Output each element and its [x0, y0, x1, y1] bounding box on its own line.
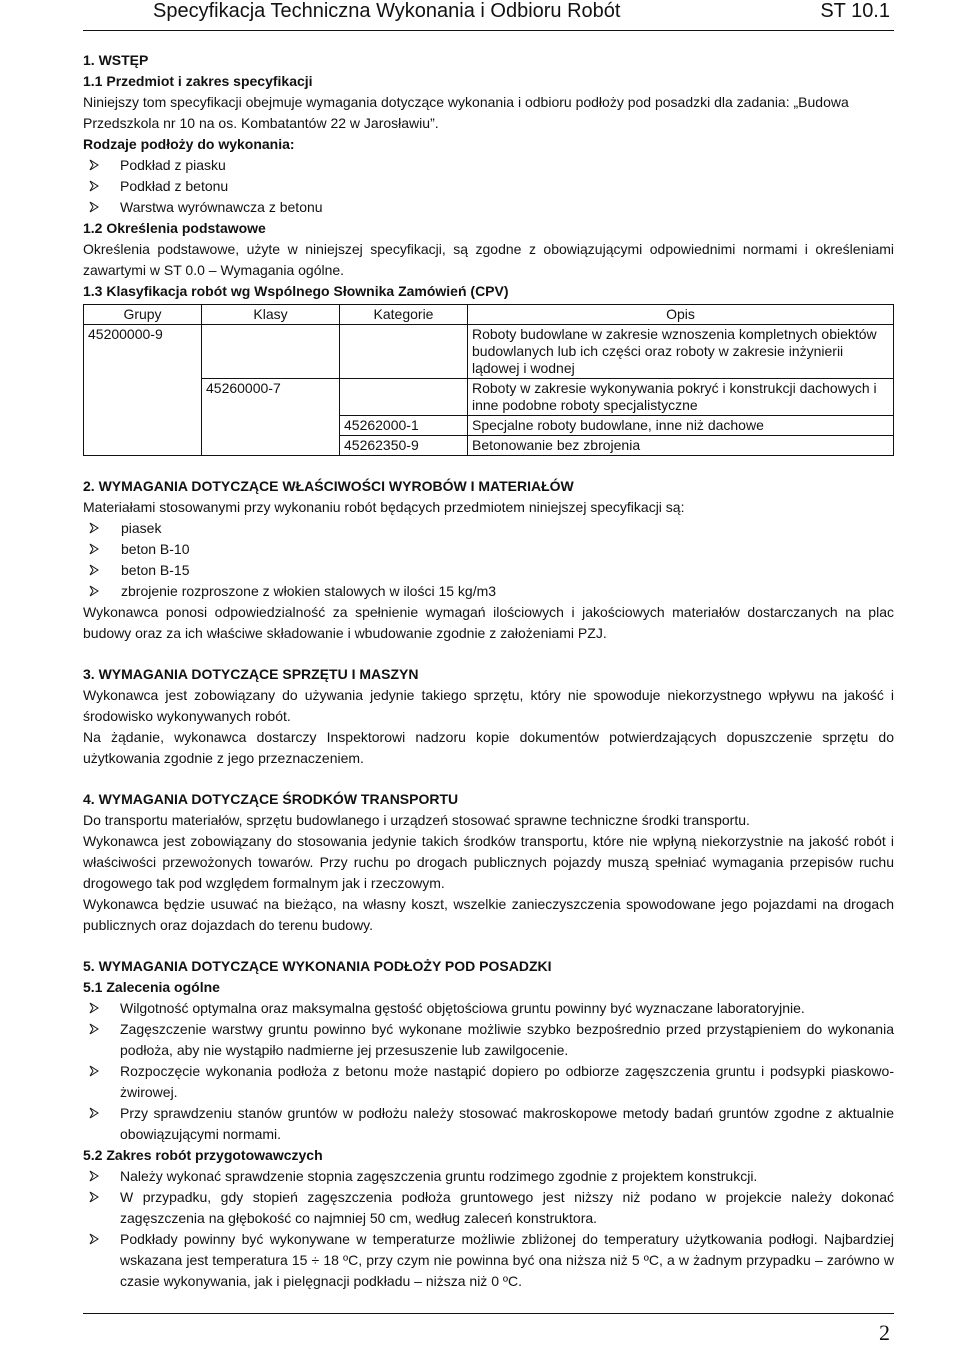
footer-divider	[83, 1313, 894, 1314]
table-cell: Roboty budowlane w zakresie wznoszenia kompletnych obiektów budowlanych lub ich części oraz roboty w zakresie inżynierii lądowej i wodnej	[468, 325, 894, 379]
table-cell: Specjalne roboty budowlane, inne niż dachowe	[468, 416, 894, 436]
document-body	[83, 50, 894, 1292]
section-1-2-heading: 1.2 Określenia podstawowe	[83, 220, 266, 236]
section-4-paragraph: Wykonawca będzie usuwać na bieżąco, na własny koszt, wszelkie zanieczyszczenia spowodowane jego pojazdami na drogach publicznych oraz dojazdach do terenu budowy.	[83, 896, 894, 933]
table-cell: Roboty w zakresie wykonywania pokryć i konstrukcji dachowych i inne podobne roboty specjalistyczne	[468, 379, 894, 416]
section-3-paragraph: Na żądanie, wykonawca dostarczy Inspektorowi nadzoru kopie dokumentów potwierdzających dopuszczenie sprzętu do użytkowania zgodnie z jego przeznaczeniem.	[83, 729, 894, 766]
table-cell: 45260000-7	[202, 379, 340, 416]
arrow-bullet-icon	[89, 159, 99, 171]
table-cell	[340, 379, 468, 416]
section-2-intro: Materiałami stosowanymi przy wykonaniu robót będących przedmiotem niniejszej specyfikacji są:	[83, 499, 685, 515]
list-item: Przy sprawdzeniu stanów gruntów w podłożu należy stosować makroskopowe metody badań gruntów zgodne z aktualnie obowiązującymi normami.	[83, 1103, 894, 1145]
arrow-bullet-icon	[89, 1023, 99, 1035]
list-item: Podkład z betonu	[83, 176, 894, 197]
section-5-1-heading: 5.1 Zalecenia ogólne	[83, 979, 220, 995]
materials-list	[83, 518, 894, 602]
arrow-bullet-icon	[89, 1107, 99, 1119]
page-number: 2	[879, 1320, 890, 1345]
table-cell	[202, 416, 340, 436]
arrow-bullet-icon	[89, 201, 99, 213]
table-cell	[84, 416, 202, 436]
table-cell: 45200000-9	[84, 325, 202, 379]
cpv-table	[83, 304, 894, 456]
list-item: Podkład z piasku	[83, 155, 894, 176]
section-2-heading: 2. WYMAGANIA DOTYCZĄCE WŁAŚCIWOŚCI WYROBÓW I MATERIAŁÓW	[83, 478, 574, 494]
table-cell: Betonowanie bez zbrojenia	[468, 436, 894, 456]
section-4-paragraph: Wykonawca jest zobowiązany do stosowania jedynie takich środków transportu, które nie wpłyną niekorzystnie na jakość robót i właściwości przewożonych towarów. Przy ruchu po drogach publicznych pojazdy muszą spełniać wymagania przepisów ruchu drogowego tak pod względem formalnym jak i rzeczowym.	[83, 833, 894, 891]
arrow-bullet-icon	[89, 564, 99, 576]
arrow-bullet-icon	[89, 543, 99, 555]
table-row	[84, 416, 894, 436]
arrow-bullet-icon	[89, 585, 99, 597]
arrow-bullet-icon	[89, 1065, 99, 1077]
list-item: Zagęszczenie warstwy gruntu powinno być wykonane możliwie szybko bezpośrednio przed przystąpieniem do wykonania podłoża, aby nie wystąpiło nadmierne jej przesuszenie lub zawilgocenie.	[83, 1019, 894, 1061]
list-item: Wilgotność optymalna oraz maksymalna gęstość objętościowa gruntu powinny być wyznaczane laboratoryjnie.	[83, 998, 894, 1019]
section-1-1-text: Niniejszy tom specyfikacji obejmuje wymagania dotyczące wykonania i odbioru podłoży pod posadzki dla zadania: „Budowa Przedszkola nr 10 na os. Kombatantów 22 w Jarosławiu”.	[83, 94, 849, 131]
arrow-bullet-icon	[89, 1191, 99, 1203]
list-item: W przypadku, gdy stopień zagęszczenia podłoża gruntowego jest niższy niż podano w projekcie należy dokonać zagęszczenia na głębokość co najmniej 50 cm, według zaleceń konstruktora.	[83, 1187, 894, 1229]
list-item: Rozpoczęcie wykonania podłoża z betonu może nastąpić dopiero po odbiorze zagęszczenia gruntu i podsypki piaskowo-żwirowej.	[83, 1061, 894, 1103]
arrow-bullet-icon	[89, 1233, 99, 1245]
preparatory-works-list	[83, 1166, 894, 1292]
table-row	[84, 325, 894, 379]
table-cell: 45262000-1	[340, 416, 468, 436]
table-cell	[84, 436, 202, 456]
table-row	[84, 436, 894, 456]
arrow-bullet-icon	[89, 522, 99, 534]
section-4-heading: 4. WYMAGANIA DOTYCZĄCE ŚRODKÓW TRANSPORTU	[83, 791, 459, 807]
types-list	[83, 155, 894, 218]
table-cell	[84, 379, 202, 416]
list-item: Warstwa wyrównawcza z betonu	[83, 197, 894, 218]
section-3-heading: 3. WYMAGANIA DOTYCZĄCE SPRZĘTU I MASZYN	[83, 666, 419, 682]
column-header: Opis	[468, 305, 894, 325]
section-2-text: Wykonawca ponosi odpowiedzialność za spełnienie wymagań ilościowych i jakościowych materiałów dostarczanych na plac budowy oraz za ich właściwe składowanie i wbudowanie zgodnie z założeniami PZJ.	[83, 604, 894, 641]
section-1-1-heading: 1.1 Przedmiot i zakres specyfikacji	[83, 73, 313, 89]
document-title: Specyfikacja Techniczna Wykonania i Odbioru Robót	[153, 0, 621, 22]
section-3-paragraph: Wykonawca jest zobowiązany do używania jedynie takiego sprzętu, który nie spowoduje niekorzystnego wpływu na jakość i środowisko wykonywanych robót.	[83, 687, 894, 724]
table-cell: 45262350-9	[340, 436, 468, 456]
table-cell	[202, 436, 340, 456]
table-row	[84, 379, 894, 416]
section-5-heading: 5. WYMAGANIA DOTYCZĄCE WYKONANIA PODŁOŻY POD POSADZKI	[83, 958, 552, 974]
table-cell	[340, 325, 468, 379]
table-cell	[202, 325, 340, 379]
page-header	[83, 0, 894, 31]
list-item: Podkłady powinny być wykonywane w temperaturze możliwie zbliżonej do temperatury użytkowania podłogi. Najbardziej wskazana jest temperatura 15 ÷ 18 ºC, przy czym nie powinna być ona niższa niż 5 ºC, a w żadnym przypadku – zarówno w czasie wykonywania, jak i pielęgnacji podkładu – niższa niż 0 ºC.	[83, 1229, 894, 1292]
column-header: Grupy	[84, 305, 202, 325]
list-item: beton B-10	[83, 539, 894, 560]
list-item: zbrojenie rozproszone z włokien stalowych w ilości 15 kg/m3	[83, 581, 894, 602]
section-4-paragraph: Do transportu materiałów, sprzętu budowlanego i urządzeń stosować sprawne techniczne środki transportu.	[83, 812, 750, 828]
section-1-2-text: Określenia podstawowe, użyte w niniejszej specyfikacji, są zgodne z obowiązującymi odpowiednimi normami i określeniami zawartymi w ST 0.0 – Wymagania ogólne.	[83, 241, 894, 278]
list-item: piasek	[83, 518, 894, 539]
arrow-bullet-icon	[89, 1170, 99, 1182]
table-header-row	[84, 305, 894, 325]
list-item: Należy wykonać sprawdzenie stopnia zagęszczenia gruntu rodzimego zgodnie z projektem konstrukcji.	[83, 1166, 894, 1187]
list-item: beton B-15	[83, 560, 894, 581]
column-header: Kategorie	[340, 305, 468, 325]
section-5-2-heading: 5.2 Zakres robót przygotowawczych	[83, 1147, 323, 1163]
section-1-heading: 1. WSTĘP	[83, 52, 149, 68]
types-heading: Rodzaje podłoży do wykonania:	[83, 136, 295, 152]
document-code: ST 10.1	[820, 0, 890, 22]
section-1-3-heading: 1.3 Klasyfikacja robót wg Wspólnego Słownika Zamówień (CPV)	[83, 283, 509, 299]
recommendations-list	[83, 998, 894, 1145]
arrow-bullet-icon	[89, 180, 99, 192]
arrow-bullet-icon	[89, 1002, 99, 1014]
column-header: Klasy	[202, 305, 340, 325]
